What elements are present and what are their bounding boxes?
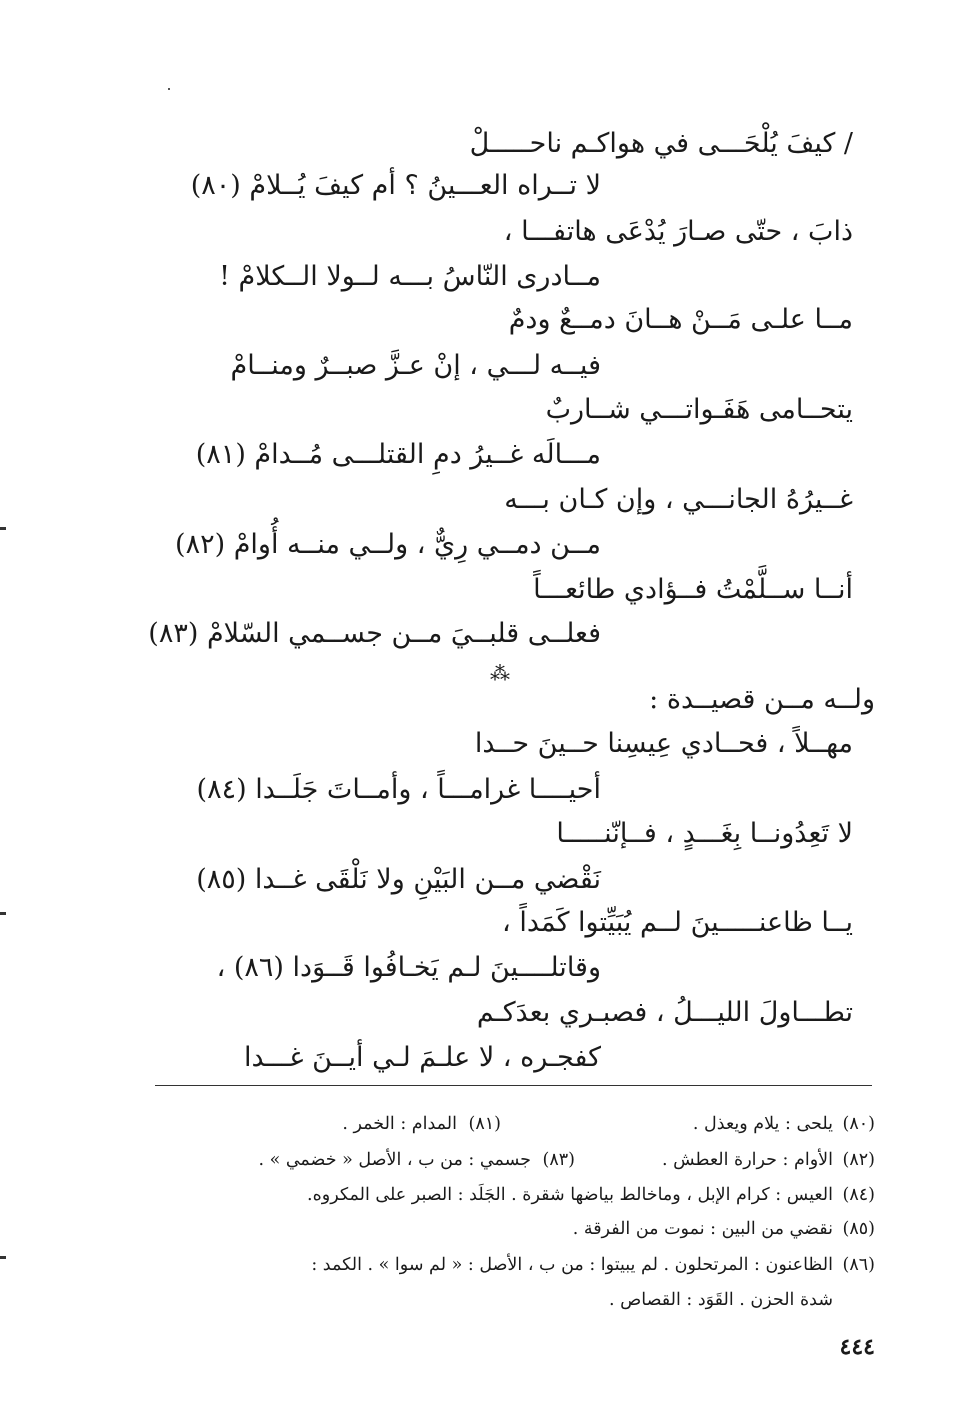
footnote-text: الظاعنون : المرتحلون . لم يبيتوا : من ب ، الأصل : « لم سوا » . الكمد : [311, 1255, 833, 1275]
footnote-divider [155, 1085, 872, 1086]
verse-line: غــيرُهُ الجانـــي ، وإن كـان بـــه [504, 484, 853, 515]
scan-edge-mark [0, 912, 6, 915]
verse-line: مــا علـى مَــنْ هــانَ دمــعٌ ودمٌ [508, 304, 853, 335]
verse-line: مهــلاً ، فحــادي عِيسِنا حــينَ حــدا [474, 728, 853, 759]
verse-line: مــادرى النّاسُ بـــه لــولا الــكلامْ ! [219, 261, 601, 292]
scan-edge-mark [0, 1256, 6, 1259]
section-heading: ولــه مــن قصيــدة : [649, 684, 875, 715]
footnote-number: (٨١) [468, 1114, 501, 1134]
page-number: ٤٤٤ [839, 1334, 875, 1360]
ink-speck [168, 88, 170, 90]
verse-line: / كيفَ يُلْحَـــى في هواكـم ناحـــــلْ [469, 128, 853, 159]
footnote-number: (٨٤) [842, 1185, 875, 1205]
footnote-number: (٨٠) [842, 1114, 875, 1134]
footnote-text: العيس : كرام الإبل ، وماخالط بياضها شقرة . الجَلَد : الصبر على المكروه. [307, 1185, 833, 1205]
verse-line: مـــالَه غــيرُ دمِ القتلـــى مُــدامْ (٨١) [195, 439, 601, 470]
footnote-text: الأوام : حرارة العطش . [662, 1150, 833, 1170]
verse-line: نَقْضي مــن البَيْنِ ولا نَلْقَى غــدا (٨٥) [196, 864, 601, 895]
verse-line: وقاتلــــينَ لـم يَخـافُوا قَــوَدا (٨٦) ، [216, 952, 601, 983]
verse-line: كفجـره ، لا علـمَ لـي أيــنَ غـــدا [244, 1042, 601, 1073]
footnote-text-continued: شدة الحزن . القَوَد : القصاص . [608, 1290, 833, 1310]
verse-line: تطـــاولَ الليـــلُ ، فصبـري بعدَكـم [476, 997, 853, 1028]
verse-line: لا تــراه العـــينُ ؟ أم كيفَ يُــلامْ (٨٠) [190, 170, 601, 201]
footnote-text: نقضي من البين : نموت من الفرقة . [572, 1219, 833, 1239]
footnote-number: (٨٢) [842, 1150, 875, 1170]
footnote-text: جسمي : من ب ، الأصل « خضمي » . [258, 1150, 531, 1170]
footnote-text: يلحى : يلام ويعذل . [692, 1114, 833, 1134]
verse-line: يــا ظاعنـــــينَ لــم يُبَيِّتوا كَمَداً ، [502, 907, 853, 938]
verse-line: مــن دمــي رِيٌّ ، ولــي منــه أُوامْ (٨٢) [175, 529, 601, 560]
footnote-number: (٨٥) [842, 1219, 875, 1239]
section-separator: ⁂ [490, 661, 510, 685]
footnote-number: (٨٦) [842, 1255, 875, 1275]
verse-line: ذابَ ، حتّى صـارَ يُدْعَى هاتفـــا ، [503, 216, 853, 247]
footnote-text: المدام : الخمر . [342, 1114, 457, 1134]
verse-line: فعلــى قلبــيَ مــن جســمي السّلامْ (٨٣) [148, 618, 601, 649]
verse-line: يتحــامى هَفَـواتـــي شــاربٌ [545, 394, 853, 425]
verse-line: لا تَعِدُونــا بِغَـــدٍ ، فــإنّنـــــا [556, 818, 853, 849]
verse-line: فيــه لـــي ، إنْ عـزَّ صبــرٌ ومنــامْ [230, 350, 601, 381]
footnote-number: (٨٣) [542, 1150, 575, 1170]
scan-edge-mark [0, 527, 6, 530]
verse-line: أحيــــا غرامـــاً ، وأمــاتَ جَلَــدا (٨٤) [196, 774, 601, 805]
verse-line: أنــا ســلَّمْتُ فــؤادي طائعـــاً [533, 574, 853, 605]
